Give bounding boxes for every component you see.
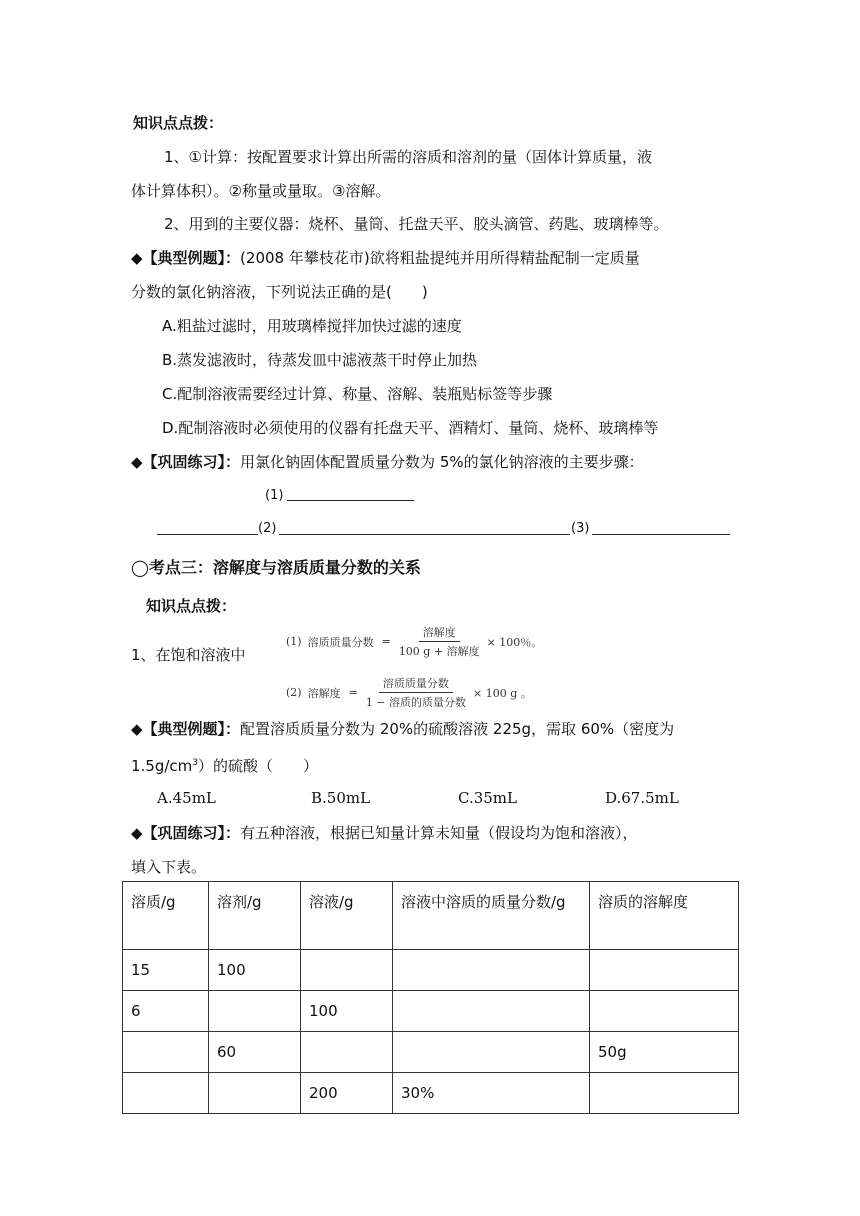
table-header-cell: 溶剂/g — [209, 882, 301, 950]
practice1-text: 用氯化钠固体配置质量分数为 5%的氯化钠溶液的主要步骤： — [240, 453, 644, 471]
example1-text: (2008 年攀枝花市)欲将粗盐提纯并用所得精盐配制一定质量 — [240, 249, 640, 267]
practice1-line — [131, 451, 644, 473]
table-cell[interactable] — [393, 1032, 590, 1073]
example2-option-a: A.45mL — [157, 789, 216, 807]
table-cell[interactable]: 50g — [590, 1032, 739, 1073]
formula-2-numerator: 溶质质量分数 — [379, 675, 453, 693]
example1-marker: ◆【典型例题】： — [131, 249, 241, 267]
table-header-cell: 溶液/g — [301, 882, 393, 950]
table-header-row — [123, 882, 739, 950]
example2-line2 — [131, 752, 318, 777]
example1-line1 — [131, 247, 640, 269]
example2-text: 配置溶质质量分数为 20%的硫酸溶液 225g，需取 60%（密度为 — [240, 720, 675, 738]
table-cell[interactable]: 6 — [123, 991, 209, 1032]
formula-2: (2) 溶解度 = $\frac{\text{溶质质量分数}}{\text{1 − 溶质的质量分数}}$ × 100 g 。 — [286, 677, 532, 709]
example2-question-tail: ）的硫酸（ ） — [198, 757, 319, 775]
table-cell[interactable]: 60 — [209, 1032, 301, 1073]
practice1-marker: ◆【巩固练习】： — [131, 453, 241, 471]
formula-2-lhs: 溶解度 — [307, 686, 341, 700]
example2-line1 — [131, 718, 674, 740]
step-paragraph-line2: 体计算体积）。②称量或量取。③溶解。 — [131, 182, 391, 200]
table-cell[interactable]: 100 — [301, 991, 393, 1032]
section3-knowledge-heading: 知识点点拨： — [146, 597, 237, 615]
example2-option-b: B.50mL — [311, 789, 371, 807]
formula-2-denominator: 1 − 溶质的质量分数 — [365, 696, 467, 709]
formula-2-multiplier: × 100 g 。 — [473, 686, 532, 700]
practice2-line2: 填入下表。 — [131, 858, 207, 876]
blank1-label: (1) — [265, 488, 284, 503]
blank1-line — [287, 500, 414, 501]
table-row — [123, 950, 739, 991]
formula-1: (1) 溶质质量分数 = $\frac{\text{溶解度}}{\text{100 g + 溶解度}}$ × 100％。 — [286, 626, 543, 658]
blank2-prefix-line — [157, 534, 258, 535]
practice2-text: 有五种溶液，根据已知量计算未知量（假设均为饱和溶液）， — [240, 824, 638, 842]
table-cell[interactable] — [590, 950, 739, 991]
practice2-line1 — [131, 822, 638, 844]
example1-option-b: B.蒸发滤液时，待蒸发皿中滤液蒸干时停止加热 — [162, 351, 478, 369]
table-row — [123, 1073, 739, 1114]
table-cell[interactable] — [123, 1073, 209, 1114]
table-cell[interactable] — [123, 1032, 209, 1073]
formula-1-numerator: 溶解度 — [419, 624, 460, 642]
table-cell[interactable] — [301, 950, 393, 991]
table-header-cell: 溶质的溶解度 — [590, 882, 739, 950]
formula-1-index: (1) — [286, 635, 302, 648]
example2-option-c: C.35mL — [458, 789, 517, 807]
step-paragraph-line1: 1、①计算：按配置要求计算出所需的溶质和溶剂的量（固体计算质量，液 — [164, 148, 652, 166]
formula-1-denominator: 100 g + 溶解度 — [398, 645, 480, 658]
table-header-cell: 溶质/g — [123, 882, 209, 950]
table-cell[interactable] — [393, 991, 590, 1032]
blank2-line — [279, 534, 570, 535]
table-cell[interactable] — [301, 1032, 393, 1073]
example1-line2: 分数的氯化钠溶液，下列说法正确的是( ) — [131, 283, 428, 301]
example1-option-c: C.配制溶液需要经过计算、称量、溶解、装瓶贴标签等步骤 — [162, 385, 553, 403]
formula-1-lhs: 溶质质量分数 — [307, 635, 374, 649]
table-row — [123, 991, 739, 1032]
saturated-solution-label: 1、在饱和溶液中 — [131, 646, 246, 664]
blank3-line — [592, 534, 730, 535]
table-cell[interactable]: 30% — [393, 1073, 590, 1114]
formula-2-index: (2) — [286, 686, 302, 699]
example1-option-d: D.配制溶液时必须使用的仪器有托盘天平、酒精灯、量筒、烧杯、玻璃棒等 — [162, 419, 659, 437]
practice2-marker: ◆【巩固练习】： — [131, 824, 241, 842]
knowledge-heading: 知识点点拨： — [133, 114, 224, 132]
example1-option-a: A.粗盐过滤时，用玻璃棒搅拌加快过滤的速度 — [162, 317, 462, 335]
table-cell[interactable] — [209, 991, 301, 1032]
example2-marker: ◆【典型例题】： — [131, 720, 241, 738]
instruments-paragraph: 2、用到的主要仪器：烧杯、量筒、托盘天平、胶头滴管、药匙、玻璃棒等。 — [164, 215, 669, 233]
table-cell[interactable]: 100 — [209, 950, 301, 991]
example2-option-d: D.67.5mL — [605, 789, 679, 807]
table-cell[interactable]: 15 — [123, 950, 209, 991]
table-header-cell: 溶液中溶质的质量分数/g — [393, 882, 590, 950]
solubility-table — [122, 881, 739, 1114]
blank3-label: (3) — [571, 521, 590, 536]
table-cell[interactable]: 200 — [301, 1073, 393, 1114]
blank2-label: (2) — [258, 521, 277, 536]
section3-title: ◯考点三：溶解度与溶质质量分数的关系 — [131, 558, 421, 577]
table-cell[interactable] — [393, 950, 590, 991]
formula-1-multiplier: × 100％。 — [486, 635, 543, 649]
table-cell[interactable] — [590, 1073, 739, 1114]
density-value: 1.5g/cm — [131, 757, 193, 775]
density-exponent: 3 — [192, 758, 199, 768]
table-row — [123, 1032, 739, 1073]
table-cell[interactable] — [590, 991, 739, 1032]
table-cell[interactable] — [209, 1073, 301, 1114]
